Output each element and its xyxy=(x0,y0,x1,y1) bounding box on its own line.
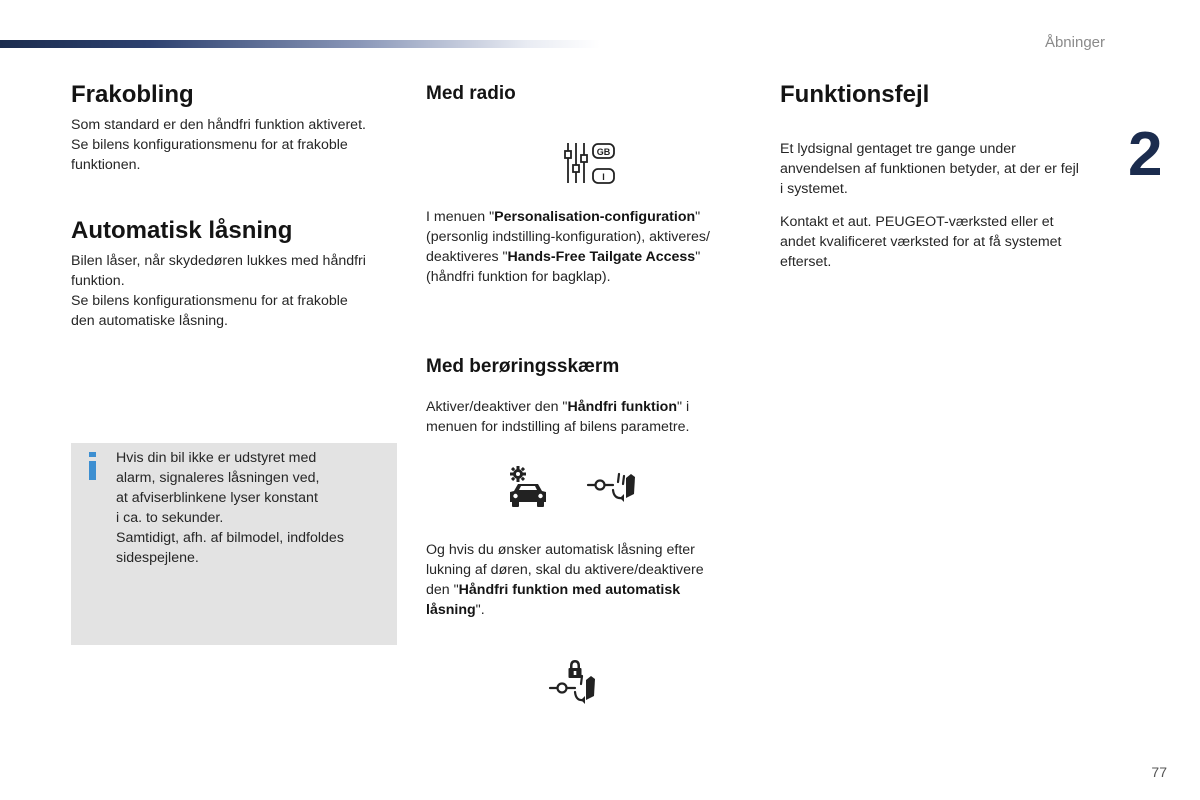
automatisk-lasning-touch-text xyxy=(426,540,756,620)
funktionsfejl-paragraph-1 xyxy=(780,139,1115,199)
frakobling-text xyxy=(71,115,401,175)
chapter-name: Åbninger xyxy=(1044,34,1105,51)
text-line: andet kvalificeret værksted for at få systemet xyxy=(780,234,1062,250)
text-line: Kontakt et aut. PEUGEOT-værksted eller et xyxy=(780,214,1054,230)
page-number: 77 xyxy=(1151,764,1167,780)
radio-settings-icon xyxy=(562,141,618,187)
text-line: Se bilens konfigurationsmenu for at frakoble xyxy=(71,293,348,309)
info-text xyxy=(116,448,386,568)
text-line: Se bilens konfigurationsmenu for at frakoble xyxy=(71,137,348,153)
info-box xyxy=(71,443,397,645)
text-line: anvendelsen af funktionen betyder, at der er fejl xyxy=(780,161,1079,177)
chapter-number: 2 xyxy=(1128,120,1163,189)
text-line: Bilen låser, når skydedøren lukkes med håndfri xyxy=(71,253,366,269)
funktionsfejl-title: Funktionsfejl xyxy=(780,81,930,108)
frakobling-title: Frakobling xyxy=(71,81,194,108)
text-line: sidespejlene. xyxy=(116,550,199,566)
text-line: deaktiveres "Hands-Free Tailgate Access" xyxy=(426,249,701,265)
text-line: I menuen "Personalisation-configuration" xyxy=(426,209,701,225)
text-line: Samtidigt, afh. af bilmodel, indfoldes xyxy=(116,530,344,546)
section-automatisk-lasning xyxy=(71,217,401,331)
text-line: (personlig indstilling-konfiguration), aktiveres/ xyxy=(426,229,710,245)
handsfree-autolock-icon xyxy=(548,658,600,706)
text-line: alarm, signaleres låsningen ved, xyxy=(116,470,320,486)
text-line: i ca. to sekunder. xyxy=(116,510,224,526)
text-line: (håndfri funktion for bagklap). xyxy=(426,269,611,285)
med-radio-title: Med radio xyxy=(426,83,516,104)
header-gradient-bar xyxy=(0,40,600,48)
section-frakobling xyxy=(71,81,401,175)
automatisk-lasning-title: Automatisk låsning xyxy=(71,217,293,244)
section-med-radio xyxy=(426,83,756,105)
vehicle-settings-icon xyxy=(506,465,550,509)
text-line: den "Håndfri funktion med automatisk xyxy=(426,582,681,598)
info-icon xyxy=(85,452,99,482)
text-line: funktionen. xyxy=(71,157,141,173)
text-line: Hvis din bil ikke er udstyret med xyxy=(116,450,317,466)
text-line: i systemet. xyxy=(780,181,848,197)
text-line: den automatiske låsning. xyxy=(71,313,228,329)
med-beroringsskaerm-title: Med berøringsskærm xyxy=(426,356,620,377)
text-line: Et lydsignal gentaget tre gange under xyxy=(780,141,1016,157)
icon-label-i: I xyxy=(602,172,605,182)
med-beroringsskaerm-text xyxy=(426,397,756,437)
funktionsfejl-paragraph-2 xyxy=(780,212,1115,272)
text-line: at afviserblinkene lyser konstant xyxy=(116,490,318,506)
section-funktionsfejl xyxy=(780,81,1115,109)
med-radio-text xyxy=(426,207,756,287)
text-line: låsning". xyxy=(426,602,485,618)
text-line: efterset. xyxy=(780,254,832,270)
automatisk-lasning-text xyxy=(71,251,401,331)
text-line: funktion. xyxy=(71,273,125,289)
text-line: lukning af døren, skal du aktivere/deaktivere xyxy=(426,562,704,578)
text-line: Aktiver/deaktiver den "Håndfri funktion" i xyxy=(426,399,690,415)
handsfree-foot-icon xyxy=(586,468,638,504)
section-med-beroringsskaerm xyxy=(426,356,756,378)
text-line: menuen for indstilling af bilens parametre. xyxy=(426,419,690,435)
text-line: Som standard er den håndfri funktion aktiveret. xyxy=(71,117,366,133)
text-line: Og hvis du ønsker automatisk låsning efter xyxy=(426,542,695,558)
icon-label-gb: GB xyxy=(596,147,611,157)
